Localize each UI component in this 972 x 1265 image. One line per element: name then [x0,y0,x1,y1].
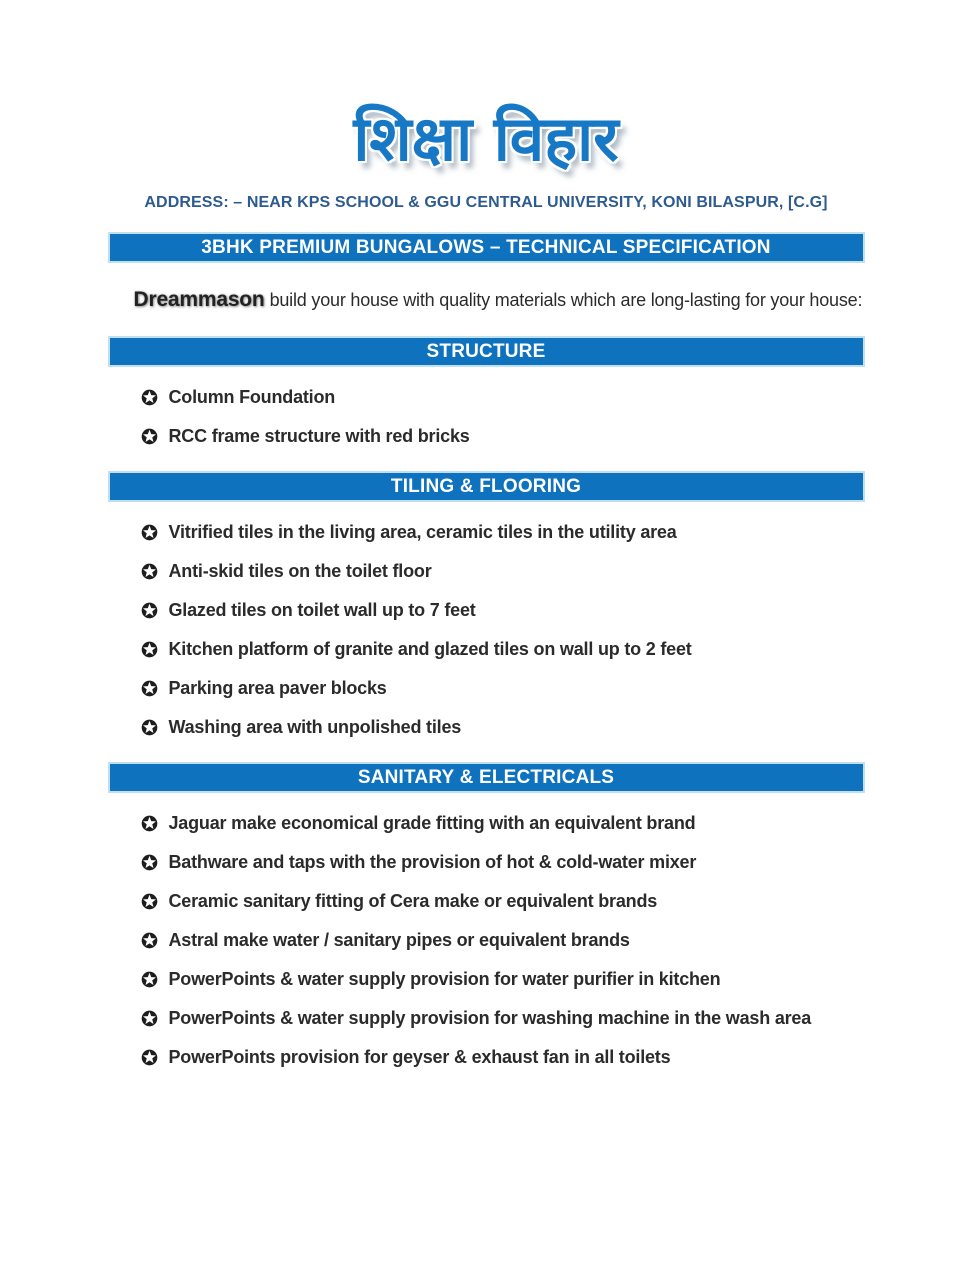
list-item-text: PowerPoints provision for geyser & exhaust fan in all toilets [168,1047,671,1067]
star-in-circle-icon [141,1049,158,1066]
star-in-circle-icon [141,641,158,658]
star-in-circle-icon [141,971,158,988]
list-item-text: Astral make water / sanitary pipes or equivalent brands [168,930,630,950]
list-item [141,561,865,582]
section-heading-banner [108,471,865,502]
spec-section [108,762,865,1068]
star-in-circle-icon [141,602,158,619]
spec-section [108,336,865,447]
star-in-circle-icon [141,932,158,949]
list-item-text: RCC frame structure with red bricks [168,426,470,446]
section-heading-text: TILING & FLOORING [390,475,582,497]
section-list [108,793,865,1068]
list-item [141,387,865,408]
list-item [141,678,865,699]
list-item-text: Parking area paver blocks [168,678,387,698]
address-line: ADDRESS: – NEAR KPS SCHOOL & GGU CENTRAL UNIVERSITY, KONI BILASPUR, [C.G] [144,194,828,211]
list-item-text: Washing area with unpolished tiles [168,717,462,737]
list-item [141,813,865,834]
list-item-text: Vitrified tiles in the living area, ceramic tiles in the utility area [168,522,677,542]
document-body [108,232,865,1068]
list-item [141,717,865,738]
intro-paragraph [134,288,865,312]
main-spec-banner: 3BHK PREMIUM BUNGALOWS – TECHNICAL SPECIFICATION [108,232,865,263]
brand-name: Dreammason [133,288,265,311]
list-item-text: Anti-skid tiles on the toilet floor [168,561,432,581]
star-in-circle-icon [141,854,158,871]
star-in-circle-icon [141,428,158,445]
section-heading-banner [108,762,865,793]
spec-section [108,471,865,738]
list-item [141,891,865,912]
list-item [141,600,865,621]
list-item-text: Kitchen platform of granite and glazed tiles on wall up to 2 feet [168,639,692,659]
section-heading-banner [108,336,865,367]
section-heading-text: SANITARY & ELECTRICALS [357,766,615,788]
list-item [141,969,865,990]
list-item-text: Ceramic sanitary fitting of Cera make or equivalent brands [168,891,658,911]
star-in-circle-icon [141,680,158,697]
list-item [141,1047,865,1068]
list-item-text: Glazed tiles on toilet wall up to 7 feet [168,600,476,620]
star-in-circle-icon [141,815,158,832]
list-item [141,1008,865,1029]
star-in-circle-icon [141,893,158,910]
intro-text: build your house with quality materials which are long-lasting for your house: [269,290,863,310]
list-item-text: Bathware and taps with the provision of hot & cold-water mixer [168,852,697,872]
star-in-circle-icon [141,524,158,541]
list-item-text: Column Foundation [168,387,336,407]
list-item [141,930,865,951]
section-list [108,367,865,447]
section-heading-text: STRUCTURE [426,340,546,362]
list-item [141,852,865,873]
page-title: शिक्षा विहार [353,102,619,175]
section-list [108,502,865,738]
list-item-text: PowerPoints & water supply provision for washing machine in the wash area [168,1008,812,1028]
sections [108,336,865,1068]
list-item [141,639,865,660]
list-item-text: PowerPoints & water supply provision for water purifier in kitchen [168,969,721,989]
star-in-circle-icon [141,563,158,580]
star-in-circle-icon [141,719,158,736]
star-in-circle-icon [141,1010,158,1027]
list-item [141,522,865,543]
star-in-circle-icon [141,389,158,406]
list-item-text: Jaguar make economical grade fitting with an equivalent brand [168,813,696,833]
list-item [141,426,865,447]
